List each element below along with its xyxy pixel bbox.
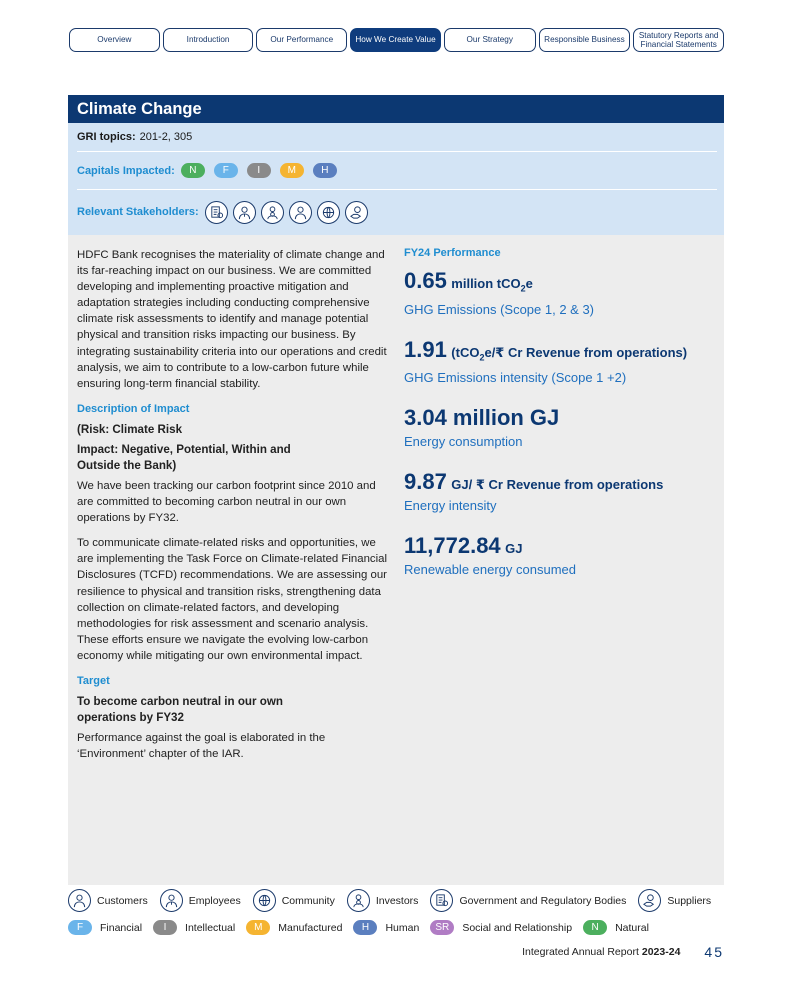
kpi-heading: FY24 Performance	[404, 247, 501, 259]
tab-statutory-line1: Statutory Reports and	[638, 30, 719, 40]
legend-manufactured-label: Manufactured	[278, 921, 343, 934]
legend-community	[253, 889, 335, 912]
legend-manufactured-badge: M	[246, 920, 270, 935]
panel-header	[68, 95, 724, 123]
legend-human	[353, 920, 419, 935]
legend-intellectual	[153, 920, 235, 935]
investors-icon	[261, 201, 284, 224]
tab-how-we-create-value[interactable]: How We Create Value	[350, 28, 441, 52]
capital-badge-human: H	[313, 163, 337, 178]
kpi-energy-value: 3.04 million GJ	[404, 405, 560, 431]
legend-investors	[347, 889, 419, 912]
employees-icon	[233, 201, 256, 224]
impact-paragraph-1: We have been tracking our carbon footprint since 2010 and are committed to becoming carbon neutral in our own operations by FY32.	[77, 479, 376, 525]
tab-our-performance[interactable]: Our Performance	[256, 28, 347, 52]
legend-suppliers	[638, 889, 711, 912]
kpi-energy-label: Energy consumption	[404, 434, 523, 450]
kpi-energy-intensity	[404, 469, 722, 514]
legend-investors-label: Investors	[375, 894, 419, 907]
legend-social-badge: SR	[430, 920, 454, 935]
legend-social-label: Social and Relationship	[462, 921, 573, 934]
legend-social	[430, 920, 572, 935]
gri-value: 201-2, 305	[139, 131, 193, 143]
kpi-renewable-label: Renewable energy consumed	[404, 562, 576, 578]
meta-block	[68, 123, 724, 235]
kpi-renewable-unit: GJ	[505, 541, 523, 557]
legend-financial	[68, 920, 142, 935]
target-paragraph: Performance against the goal is elaborated in the ‘Environment’ chapter of the IAR.	[77, 732, 326, 761]
impact-heading: Description of Impact	[77, 402, 190, 415]
tab-statutory-reports[interactable]	[633, 28, 724, 52]
top-navigation	[69, 28, 724, 52]
legend-community-label: Community	[281, 894, 335, 907]
risk-line: (Risk: Climate Risk	[77, 422, 183, 436]
legend-employees-label: Employees	[188, 894, 241, 907]
kpi-ghg-label: GHG Emissions (Scope 1, 2 & 3)	[404, 301, 595, 317]
investors-icon	[347, 889, 370, 912]
legend-customers	[68, 889, 148, 912]
tab-introduction[interactable]: Introduction	[163, 28, 254, 52]
page-number: 45	[704, 944, 724, 960]
impact-paragraph-2: To communicate climate-related risks and opportunities, we are implementing the Task Force on Climate-related Financial Disclosures (TCFD) recommendations. We are assessing our resilience to physical and transition risks, strengthening data collection on climate-related factors, and developing methodologies for risk assessment and scenario analysis. These efforts ensure we navigate the evolving low-carbon economy while mitigating our own environmental impact.	[77, 537, 388, 662]
legend-manufactured	[246, 920, 342, 935]
section-title: Climate Change	[77, 99, 202, 118]
capital-badge-financial: F	[214, 163, 238, 178]
stakeholder-legend	[68, 889, 723, 912]
suppliers-icon	[345, 201, 368, 224]
legend-financial-label: Financial	[100, 921, 143, 934]
kpi-ghg-intensity-unit: (tCO$_2$e/₹ Cr Revenue from operations)	[451, 344, 688, 363]
kpi-renewable-value: 11,772.84	[404, 533, 501, 559]
customers-icon	[68, 889, 91, 912]
kpi-ghg-intensity-value: 1.91	[404, 336, 447, 362]
legend-employees	[160, 889, 241, 912]
gri-row	[77, 123, 717, 152]
government-icon	[430, 889, 453, 912]
stakeholders-row	[77, 190, 717, 234]
capitals-row	[77, 152, 717, 190]
capitals-legend	[68, 920, 660, 935]
tab-overview[interactable]: Overview	[69, 28, 160, 52]
gri-label: GRI topics:	[77, 131, 136, 143]
legend-natural	[583, 920, 649, 935]
legend-financial-badge: F	[68, 920, 92, 935]
kpi-ghg-intensity	[404, 337, 722, 387]
legend-natural-badge: N	[583, 920, 607, 935]
capital-badge-natural: N	[181, 163, 205, 178]
tab-our-strategy[interactable]: Our Strategy	[444, 28, 536, 52]
legend-natural-label: Natural	[615, 921, 649, 934]
legend-human-badge: H	[353, 920, 377, 935]
target-heading: Target	[77, 674, 110, 687]
kpi-energy-intensity-unit: GJ/ ₹ Cr Revenue from operations	[451, 477, 664, 493]
kpi-ghg-unit: million tCO$_2$e	[451, 276, 533, 294]
impact-line: Impact: Negative, Potential, Within and Outside the Bank)	[77, 442, 291, 472]
stakeholders-label: Relevant Stakeholders:	[77, 206, 199, 218]
intro-paragraph: HDFC Bank recognises the materiality of climate change and its far-reaching impact on our business. We are committed developing and implementing proactive mitigation and adaptation strategies including conducting comprehensive climate risk assessments to identify and manage potential physical and transition risks impacting our business. By integrating sustainability criteria into our operations and credit analysis, we aim to contribute to a low-carbon future while ensuring long-term financial stability.	[77, 249, 387, 390]
kpi-ghg-intensity-label: GHG Emissions intensity (Scope 1 +2)	[404, 370, 627, 386]
legend-human-label: Human	[385, 921, 420, 934]
community-icon	[317, 201, 340, 224]
legend-intellectual-label: Intellectual	[185, 921, 236, 934]
suppliers-icon	[638, 889, 661, 912]
target-statement: To become carbon neutral in our own operations by FY32	[77, 695, 283, 725]
legend-government-label: Government and Regulatory Bodies	[459, 894, 627, 907]
legend-government	[430, 889, 626, 912]
legend-suppliers-label: Suppliers	[667, 894, 712, 907]
capitals-label: Capitals Impacted:	[77, 164, 175, 177]
kpi-energy-intensity-value: 9.87	[404, 469, 447, 495]
kpi-ghg-value: 0.65	[404, 268, 447, 293]
capital-badge-manufactured: M	[280, 163, 304, 178]
report-year: 2023-24	[641, 946, 681, 958]
community-icon	[253, 889, 276, 912]
customers-icon	[289, 201, 312, 224]
kpi-energy-intensity-label: Energy intensity	[404, 498, 497, 514]
kpi-renewable-energy	[404, 533, 722, 578]
employees-icon	[160, 889, 183, 912]
legend-customers-label: Customers	[97, 894, 148, 907]
fy24-performance	[404, 247, 722, 597]
report-name: Integrated Annual Report	[522, 946, 639, 958]
tab-responsible-business[interactable]: Responsible Business	[539, 28, 631, 52]
capital-badge-intellectual: I	[247, 163, 271, 178]
kpi-ghg-emissions	[404, 268, 722, 318]
left-column	[77, 247, 387, 771]
tab-statutory-line2: Financial Statements	[640, 40, 717, 49]
government-icon	[205, 201, 228, 224]
page-footer	[522, 944, 724, 960]
legend-intellectual-badge: I	[153, 920, 177, 935]
kpi-energy-consumption	[404, 405, 722, 450]
